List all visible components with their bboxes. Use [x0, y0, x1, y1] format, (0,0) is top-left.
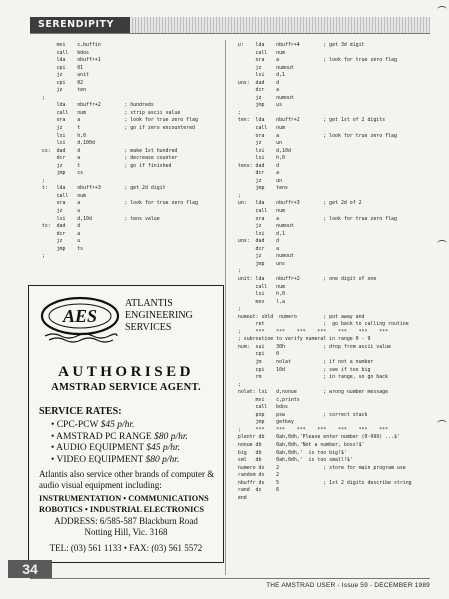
code-line: u: lda nbuffr+4 ; get 3d digit	[232, 42, 365, 48]
code-line: ;	[232, 381, 241, 388]
section-label: SERENDIPITY	[30, 17, 130, 33]
rate-item	[51, 455, 188, 467]
code-line: jm nolat ; if not a number	[232, 358, 374, 365]
atlantis-logo	[39, 294, 121, 344]
code-line: ten: lda nbuffr+2 ; get 1st of 2 digits	[232, 117, 386, 124]
code-line: unit: lda nbuffr+2 ; one digit of one	[232, 275, 377, 282]
rate-item	[51, 443, 188, 455]
code-line: jmp ts	[36, 245, 84, 252]
code-line: call num ; strip ascii value	[36, 109, 181, 116]
code-line: jz t ; go if finished	[36, 162, 172, 169]
rate-item	[51, 420, 188, 432]
publication-footer: THE AMSTRAD USER - Issue 59 - DECEMBER 1989	[266, 582, 430, 589]
code-listing-left	[36, 42, 198, 261]
code-line: jmp cs	[36, 170, 84, 177]
code-line: ora a ; look for true zero flag	[232, 215, 397, 222]
code-line: ;	[232, 306, 241, 313]
company-line: SERVICES	[125, 322, 172, 333]
code-line: dcr a	[232, 170, 280, 177]
code-line: numout: shld numero ; put away and	[232, 313, 365, 320]
page-number: 34	[8, 560, 52, 578]
bottom-rule	[30, 578, 430, 579]
code-line: dcr a	[232, 245, 280, 252]
code-line: jz ten	[36, 87, 87, 94]
code-line: dcr a ; decrease counter	[36, 155, 178, 162]
section-header	[30, 17, 430, 33]
phone-fax: TEL: (03) 561 1133 • FAX: (03) 561 5572	[49, 543, 203, 553]
company-name	[125, 298, 193, 334]
code-line: jz numout	[232, 253, 294, 260]
code-line: lxi d,10d ; tens value	[36, 215, 160, 222]
code-line: jmp tens	[232, 185, 288, 192]
code-line: tens: dad d	[232, 162, 280, 169]
code-line: nbuffr ds 5 ; 1st 2 digits describe string	[232, 479, 412, 486]
code-line: jz numout	[232, 94, 294, 101]
logo-lettering: AES	[62, 306, 98, 326]
code-line: ;	[232, 192, 241, 199]
code-line: num: sui 30h ; drop from ascii value	[232, 343, 391, 350]
code-line: rand ds 6	[232, 487, 280, 494]
code-line: jmp us	[232, 102, 283, 109]
services-list	[39, 493, 219, 515]
code-line: mov l,a	[232, 298, 285, 305]
code-line: cpi 01	[36, 64, 84, 71]
code-line: lxi h,0	[232, 291, 285, 298]
code-line: ora a ; look for true zero flag	[36, 200, 198, 207]
code-line: lxi d,10d	[232, 147, 291, 154]
code-line: t: lda nbuffr+3 ; get 2d digit	[36, 185, 166, 192]
code-line: mvi c,prints	[232, 396, 300, 403]
rate-price: $45 p/hr.	[146, 443, 181, 453]
authorised-heading: AUTHORISED	[58, 364, 194, 380]
code-line: end	[232, 494, 247, 501]
code-line: jz u	[36, 208, 81, 215]
code-line: ;	[36, 177, 45, 184]
rate-label: • CPC-PCW	[51, 420, 99, 430]
code-line: jz numout	[232, 64, 294, 71]
other-brands-text: Atlantis also service other brands of computer & audio visual equipment including:	[39, 469, 215, 490]
rate-label: • AMSTRAD PC RANGE	[51, 431, 152, 442]
address	[29, 516, 223, 538]
rate-item	[51, 432, 188, 444]
code-line: jz t ; go if zero encountered	[36, 125, 195, 132]
rate-price: $45 p/hr.	[100, 420, 135, 430]
code-line: jz numout	[232, 223, 294, 230]
top-rule	[30, 33, 430, 34]
code-line: lxi d,100d	[36, 140, 95, 147]
company-line: ATLANTIS	[125, 298, 173, 309]
code-line: nonue db 0ah,0dh,'Not a number, boss!$'	[232, 441, 365, 448]
code-line: ora a ; look for true zero flag	[232, 57, 397, 64]
code-line: call num	[232, 283, 285, 290]
address-line: Notting Hill, Vic. 3168	[84, 527, 168, 537]
code-line: dcr a	[36, 230, 81, 237]
code-line: call num	[36, 192, 87, 199]
page-edge-mark	[437, 6, 447, 13]
code-listing-right	[232, 42, 412, 502]
code-line: call num	[232, 125, 285, 132]
code-line: jz u	[36, 238, 81, 245]
services-line: ROBOTICS • INDUSTRIAL ELECTRONICS	[39, 505, 204, 514]
code-line: ret ; go back to calling routine	[232, 321, 409, 328]
company-line: ENGINEERING	[125, 310, 193, 321]
code-line: rm ; in range, so go back	[232, 374, 389, 381]
code-line: mvi c,buffin	[36, 42, 101, 48]
code-line: lxi h,0	[232, 155, 285, 162]
code-line: ; subroutine to verify numeral in range 0 - 9	[232, 336, 371, 343]
code-line: uns: dad d	[232, 238, 280, 245]
code-line: jmp getkey	[232, 419, 294, 426]
code-line: lda nbuffr+1	[36, 57, 101, 64]
rate-label: • VIDEO EQUIPMENT	[51, 454, 144, 465]
code-line: ;	[36, 253, 45, 260]
page-edge-mark	[437, 420, 447, 427]
code-line: call bdos	[36, 49, 89, 56]
code-line: numero ds 2 ; store for main program use	[232, 464, 406, 471]
code-line: ;	[36, 94, 45, 101]
rate-price: $80 p/hr.	[154, 431, 188, 442]
code-line: sml db 0ah,0dh,' is too small!$'	[232, 457, 353, 464]
code-line: cpi 0	[232, 351, 280, 358]
code-line: lxi d,1	[232, 72, 285, 79]
atlantis-advertisement	[28, 285, 224, 563]
rates-heading: SERVICE RATES:	[39, 406, 122, 417]
code-line: ts: dad d	[36, 223, 81, 230]
rate-label: • AUDIO EQUIPMENT	[51, 443, 144, 453]
code-line: lxi h,0	[36, 132, 87, 139]
code-line: dcr a	[232, 87, 280, 94]
code-line: ; *** *** *** *** *** *** ***	[232, 426, 389, 433]
code-line: ora a ; look for true zero flag	[232, 132, 397, 139]
code-line: jz unit	[36, 72, 89, 79]
code-line: cpi 02	[36, 79, 84, 86]
code-line: ora a ; look for true zero flag	[36, 117, 198, 124]
code-line: random ds 2	[232, 472, 280, 479]
code-line: jz un	[232, 140, 283, 147]
code-line: un: lda nbuffr+3 ; get 2d of 2	[232, 200, 362, 207]
code-line: uns: dad d	[232, 79, 280, 86]
page-edge-mark	[437, 240, 447, 247]
code-line: call num	[232, 208, 285, 215]
code-line: call num	[232, 49, 285, 56]
code-line: big db 0ah,0dh,' is too big!$'	[232, 449, 347, 456]
code-line: cs: dad d ; make 1st hundred	[36, 147, 178, 154]
agent-subheading: AMSTRAD SERVICE AGENT.	[51, 382, 201, 393]
rate-price: $80 p/hr.	[145, 454, 180, 465]
code-line: call bdos	[232, 404, 288, 411]
services-line: INSTRUMENTATION • COMMUNICATIONS	[39, 494, 209, 503]
code-line: lda nbuffr+2 ; hundreds	[36, 102, 154, 109]
code-line: ;	[232, 268, 241, 275]
code-line: ;	[232, 109, 241, 116]
code-line: cpi 10d ; see if too big	[232, 366, 371, 373]
code-line: lxi d,1	[232, 230, 285, 237]
rates-list	[51, 420, 188, 466]
code-line: pop psw ; correct stack	[232, 411, 368, 418]
column-divider	[225, 40, 226, 575]
code-line: jz un	[232, 177, 283, 184]
code-line: ; *** *** *** *** *** *** ***	[232, 328, 389, 335]
address-line: ADDRESS: 6/585-587 Blackburn Road	[54, 516, 198, 526]
code-line: plentr db 0ah,0dh,'Please enter number (0-999) ...$'	[232, 434, 400, 441]
code-line: jmp uns	[232, 260, 285, 267]
code-line: nolat: lxi d,nonue ; wrong number message	[232, 389, 389, 396]
